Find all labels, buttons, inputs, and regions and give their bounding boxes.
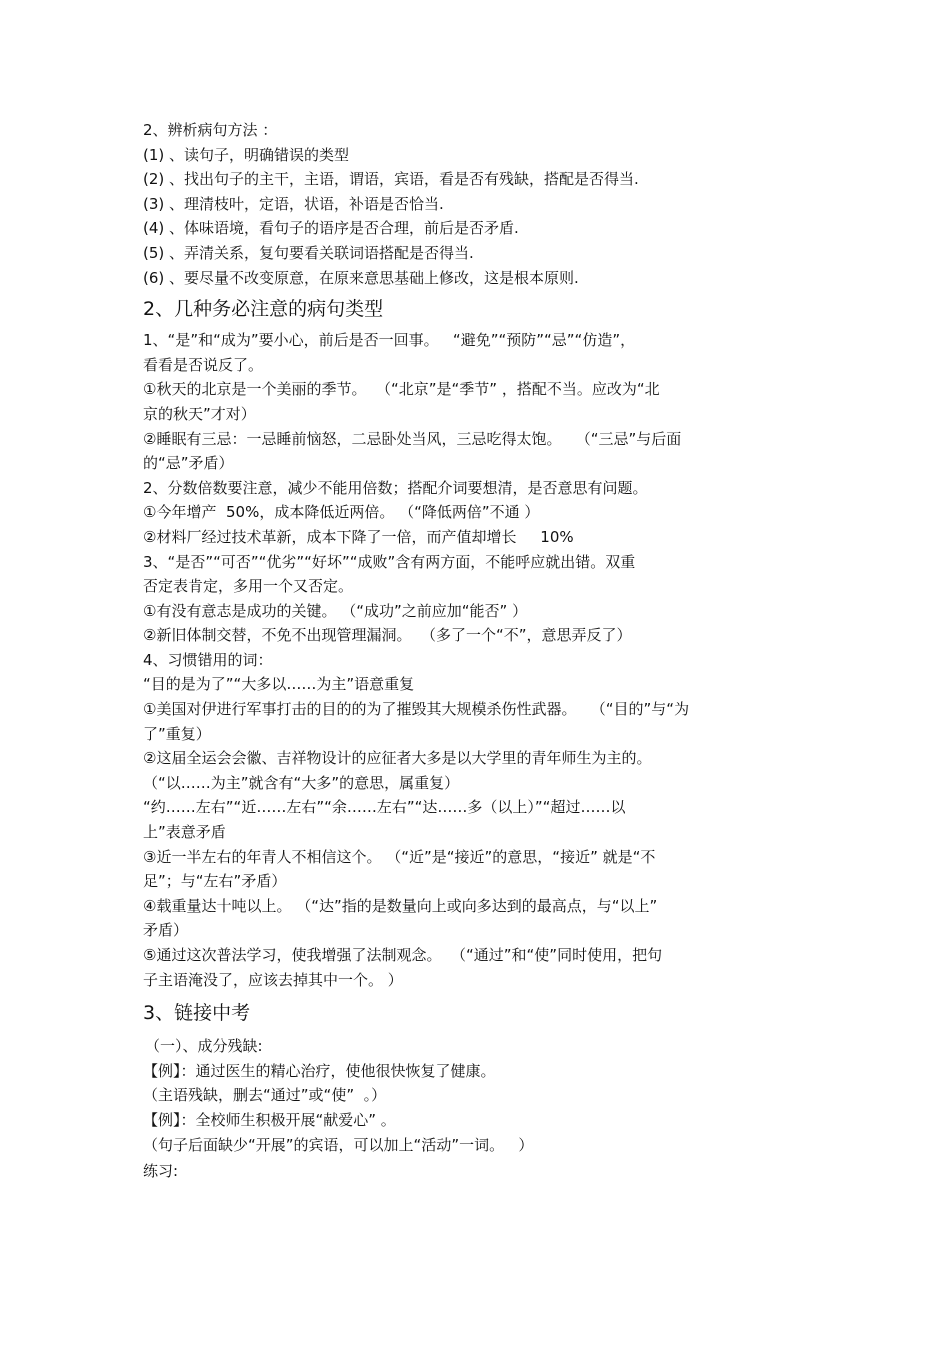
types-line: ⑤通过这次普法学习，使我增强了法制观念。 （“通过”和“使”同时使用，把句 xyxy=(143,946,663,964)
method-item-6: (6) 、要尽量不改变原意，在原来意思基础上修改，这是根本原则. xyxy=(143,268,579,287)
method-title: 2、辨析病句方法 ： xyxy=(143,121,278,139)
types-line: 矛盾） xyxy=(143,921,189,940)
types-line: ②睡眠有三忌：一忌睡前恼怒，二忌卧处当风，三忌吃得太饱。 （“三忌”与后面 xyxy=(143,429,682,448)
types-line: ②新旧体制交替，不免不出现管理漏洞。 （多了一个“不”，意思弄反了） xyxy=(143,626,632,645)
types-line: ①有没有意志是成功的关键。 （“成功”之前应加“能否” ） xyxy=(143,601,528,620)
types-line: “约……左右”“近……左右”“余……左右”“达……多（以上）”“超过……以 xyxy=(143,798,626,817)
types-line: 足”；与“左右”矛盾） xyxy=(143,872,287,891)
types-line: ②材料厂经过技术革新，成本下降了一倍，而产值却增长 10% xyxy=(143,527,574,546)
method-item-1: (1) 、读句子，明确错误的类型 xyxy=(143,145,350,164)
types-line: 的“忌”矛盾） xyxy=(143,454,234,473)
types-line: （“以……为主”就含有“大多”的意思，属重复） xyxy=(143,773,460,792)
method-item-2: (2) 、找出句子的主干，主语，谓语，宾语，看是否有残缺，搭配是否得当. xyxy=(143,170,639,189)
document-page xyxy=(143,118,813,1184)
types-line: ①今年增产 50%，成本降低近两倍。 （“降低两倍”不通 ） xyxy=(143,503,540,522)
exam-line: （一）、成分残缺: xyxy=(145,1037,263,1056)
types-line: 子主语淹没了，应该去掉其中一个。 ） xyxy=(143,970,403,989)
types-line: ①美国对伊进行军事打击的目的的为了摧毁其大规模杀伤性武器。 （“目的”与“为 xyxy=(143,700,690,719)
types-line: 了”重复） xyxy=(143,724,211,743)
types-line: 京的秋天”才对） xyxy=(143,404,256,423)
types-line: 3、“是否”“可否”“优劣”“好坏”“成败”含有两方面，不能呼应就出错。双重 xyxy=(143,552,636,571)
types-line: ③近一半左右的年青人不相信这个。 （“近”是“接近”的意思，“接近” 就是“不 xyxy=(143,847,656,866)
types-line: 4、习惯错用的词： xyxy=(143,650,273,669)
types-line: 1、“是”和“成为”要小心，前后是否一回事。 “避免”“预防”“忌”“仿造”， xyxy=(143,331,636,350)
types-line: 上”表意矛盾 xyxy=(143,823,226,842)
exam-line: （句子后面缺少“开展”的宾语，可以加上“活动”一词。 ） xyxy=(143,1135,534,1154)
types-line: “目的是为了”“大多以……为主”语意重复 xyxy=(143,675,415,694)
types-line: ②这届全运会会徽、吉祥物设计的应征者大多是以大学里的青年师生为主的。 xyxy=(143,749,652,768)
exam-practice-label: 练习: xyxy=(143,1162,179,1181)
method-item-3: (3) 、理清枝叶，定语，状语，补语是否恰当. xyxy=(143,194,444,213)
types-line: 看看是否说反了。 xyxy=(143,355,264,374)
types-line: ①秋天的北京是一个美丽的季节。 （“北京”是“季节” ，搭配不当。应改为“北 xyxy=(143,380,660,399)
exam-line: 【例】：全校师生积极开展“献爱心” 。 xyxy=(143,1110,396,1129)
method-item-5: (5) 、弄清关系，复句要看关联词语搭配是否得当. xyxy=(143,243,474,262)
exam-line: 【例】：通过医生的精心治疗，使他很快恢复了健康。 xyxy=(143,1061,496,1080)
types-line: 否定表肯定，多用一个又否定。 xyxy=(143,577,354,596)
types-line: ④载重量达十吨以上。 （“达”指的是数量向上或向多达到的最高点，与“以上” xyxy=(143,896,658,915)
method-item-4: (4) 、体味语境，看句子的语序是否合理，前后是否矛盾. xyxy=(143,219,519,238)
exam-heading: 3、链接中考 xyxy=(143,1002,251,1025)
types-line: 2、分数倍数要注意，减少不能用倍数；搭配介词要想清，是否意思有问题。 xyxy=(143,478,648,497)
types-heading: 2、几种务必注意的病句类型 xyxy=(143,298,384,321)
exam-line: （主语残缺，删去“通过”或“使” 。） xyxy=(143,1086,387,1105)
